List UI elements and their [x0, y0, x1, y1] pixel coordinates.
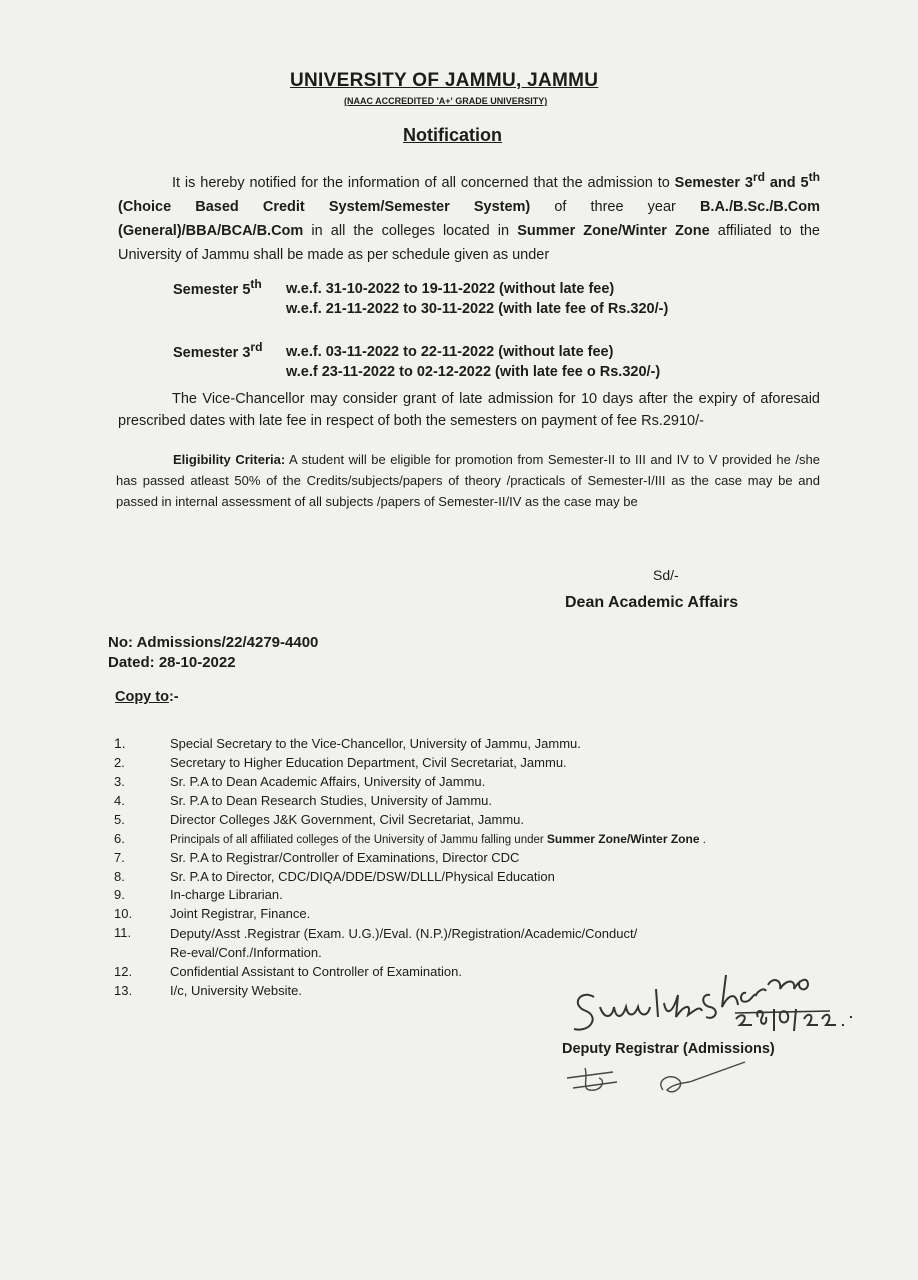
copy-item-text: Sr. P.A to Dean Research Studies, University of Jammu. — [170, 793, 493, 808]
intro-text-1: It is hereby notified for the information of all concerned that the admission to — [172, 174, 675, 191]
eligibility-label: Eligibility Criteria: — [173, 452, 286, 467]
copy-item-text: Sr. P.A to Director, CDC/DIQA/DDE/DSW/DLLL/Physical Education — [170, 869, 555, 884]
schedule-semester-3-line-2: w.e.f 23-11-2022 to 02-12-2022 (with late fee o Rs.320/-) — [286, 364, 661, 380]
handwritten-initials — [555, 1060, 755, 1105]
dean-designation: Dean Academic Affairs — [565, 594, 739, 611]
copy-item-number: 8. — [114, 869, 125, 884]
schedule-semester-3-label: Semester 3rd — [173, 340, 263, 361]
copy-item-text: Confidential Assistant to Controller of Examination. — [170, 964, 462, 979]
vc-late-admission-note: The Vice-Chancellor may consider grant of late admission for 10 days after the expiry of aforesaid prescribed dates with late fee in respect of both the semesters on payment of fee Rs.2910/- — [118, 391, 820, 429]
copy-item-number: 3. — [114, 774, 125, 789]
schedule-semester-5-label: Semester 5th — [173, 277, 262, 298]
reference-date: Dated: 28-10-2022 — [108, 654, 236, 671]
copy-item-number: 1. — [114, 735, 126, 751]
copy-item-number: 4. — [114, 793, 125, 808]
eligibility-text: A student will be eligible for promotion from Semester-II to III and IV to V provided he /she has passed atleast 50% of the Credits/subjects/papers of theory /practicals of Semester-I/III as the case may be and passed in internal assessment of all subjects /papers of Semester-II/IV as the case may be — [116, 452, 820, 509]
intro-semester-3: Semester 3 — [674, 174, 753, 191]
copy-item-number: 9. — [114, 887, 125, 902]
copy-item-number: 12. — [114, 964, 133, 979]
copy-item-text: In-charge Librarian. — [170, 887, 283, 902]
intro-sup-th: th — [808, 170, 820, 184]
schedule-semester-3-line-1: w.e.f. 03-11-2022 to 22-11-2022 (without late fee) — [286, 344, 614, 360]
intro-zones: Summer Zone/Winter Zone — [517, 222, 710, 239]
copy-item-number: 7. — [114, 850, 125, 865]
copy-item-text: Joint Registrar, Finance. — [170, 906, 311, 921]
copy-item-text: I/c, University Website. — [170, 983, 302, 998]
copy-item-text-continued: Re-eval/Conf./Information. — [170, 945, 322, 960]
accreditation-line: (NAAC ACCREDITED 'A+' GRADE UNIVERSITY) — [344, 96, 548, 106]
copy-item-number: 2. — [114, 755, 125, 770]
intro-cbcs: (Choice Based Credit System/Semester System) — [118, 198, 531, 215]
document-title: Notification — [403, 125, 502, 145]
intro-paragraph — [118, 165, 820, 267]
copy-item-text: Principals of all affiliated colleges of the University of Jammu falling under Summer Zone/Winter Zone . — [170, 832, 706, 846]
copy-item-number: 5. — [114, 812, 125, 827]
copy-item-text: Secretary to Higher Education Department, Civil Secretariat, Jammu. — [170, 755, 567, 770]
copy-to-heading: Copy to:- — [115, 689, 179, 705]
copy-item-number: 11. — [114, 925, 132, 940]
intro-text-4: affiliated to the University of Jammu shall be made as per schedule given as under — [118, 222, 820, 263]
schedule-semester-5-line-2: w.e.f. 21-11-2022 to 30-11-2022 (with late fee of Rs.320/-) — [286, 301, 669, 317]
handwritten-signature — [560, 945, 870, 1045]
copy-item-text: Deputy/Asst .Registrar (Exam. U.G.)/Eval. (N.P.)/Registration/Academic/Conduct/ — [170, 926, 638, 941]
eligibility-paragraph — [116, 449, 820, 512]
intro-and-5: and 5 — [765, 174, 809, 191]
copy-item-text: Sr. P.A to Dean Academic Affairs, University of Jammu. — [170, 774, 486, 789]
intro-text-3: in all the colleges located in — [303, 222, 518, 239]
sd-mark: Sd/- — [653, 567, 679, 583]
reference-number: No: Admissions/22/4279-4400 — [108, 634, 319, 651]
copy-item-number: 10. — [114, 906, 133, 921]
intro-sup-rd: rd — [752, 170, 765, 184]
deputy-registrar-designation: Deputy Registrar (Admissions) — [562, 1041, 775, 1057]
copy-item-text: Director Colleges J&K Government, Civil Secretariat, Jammu. — [170, 812, 525, 827]
schedule-semester-5-line-1: w.e.f. 31-10-2022 to 19-11-2022 (without late fee) — [286, 281, 615, 297]
copy-item-number: 13. — [114, 983, 133, 998]
university-name: UNIVERSITY OF JAMMU, JAMMU — [290, 70, 599, 91]
copy-item-number: 6. — [114, 831, 125, 846]
copy-item-text: Sr. P.A to Registrar/Controller of Examinations, Director CDC — [170, 850, 520, 865]
intro-programmes: B.A./B.Sc./B.Com (General)/BBA/BCA/B.Com — [118, 198, 820, 239]
intro-text-2: of three year — [530, 198, 700, 215]
copy-item-text: Special Secretary to the Vice-Chancellor, University of Jammu, Jammu. — [170, 736, 581, 751]
